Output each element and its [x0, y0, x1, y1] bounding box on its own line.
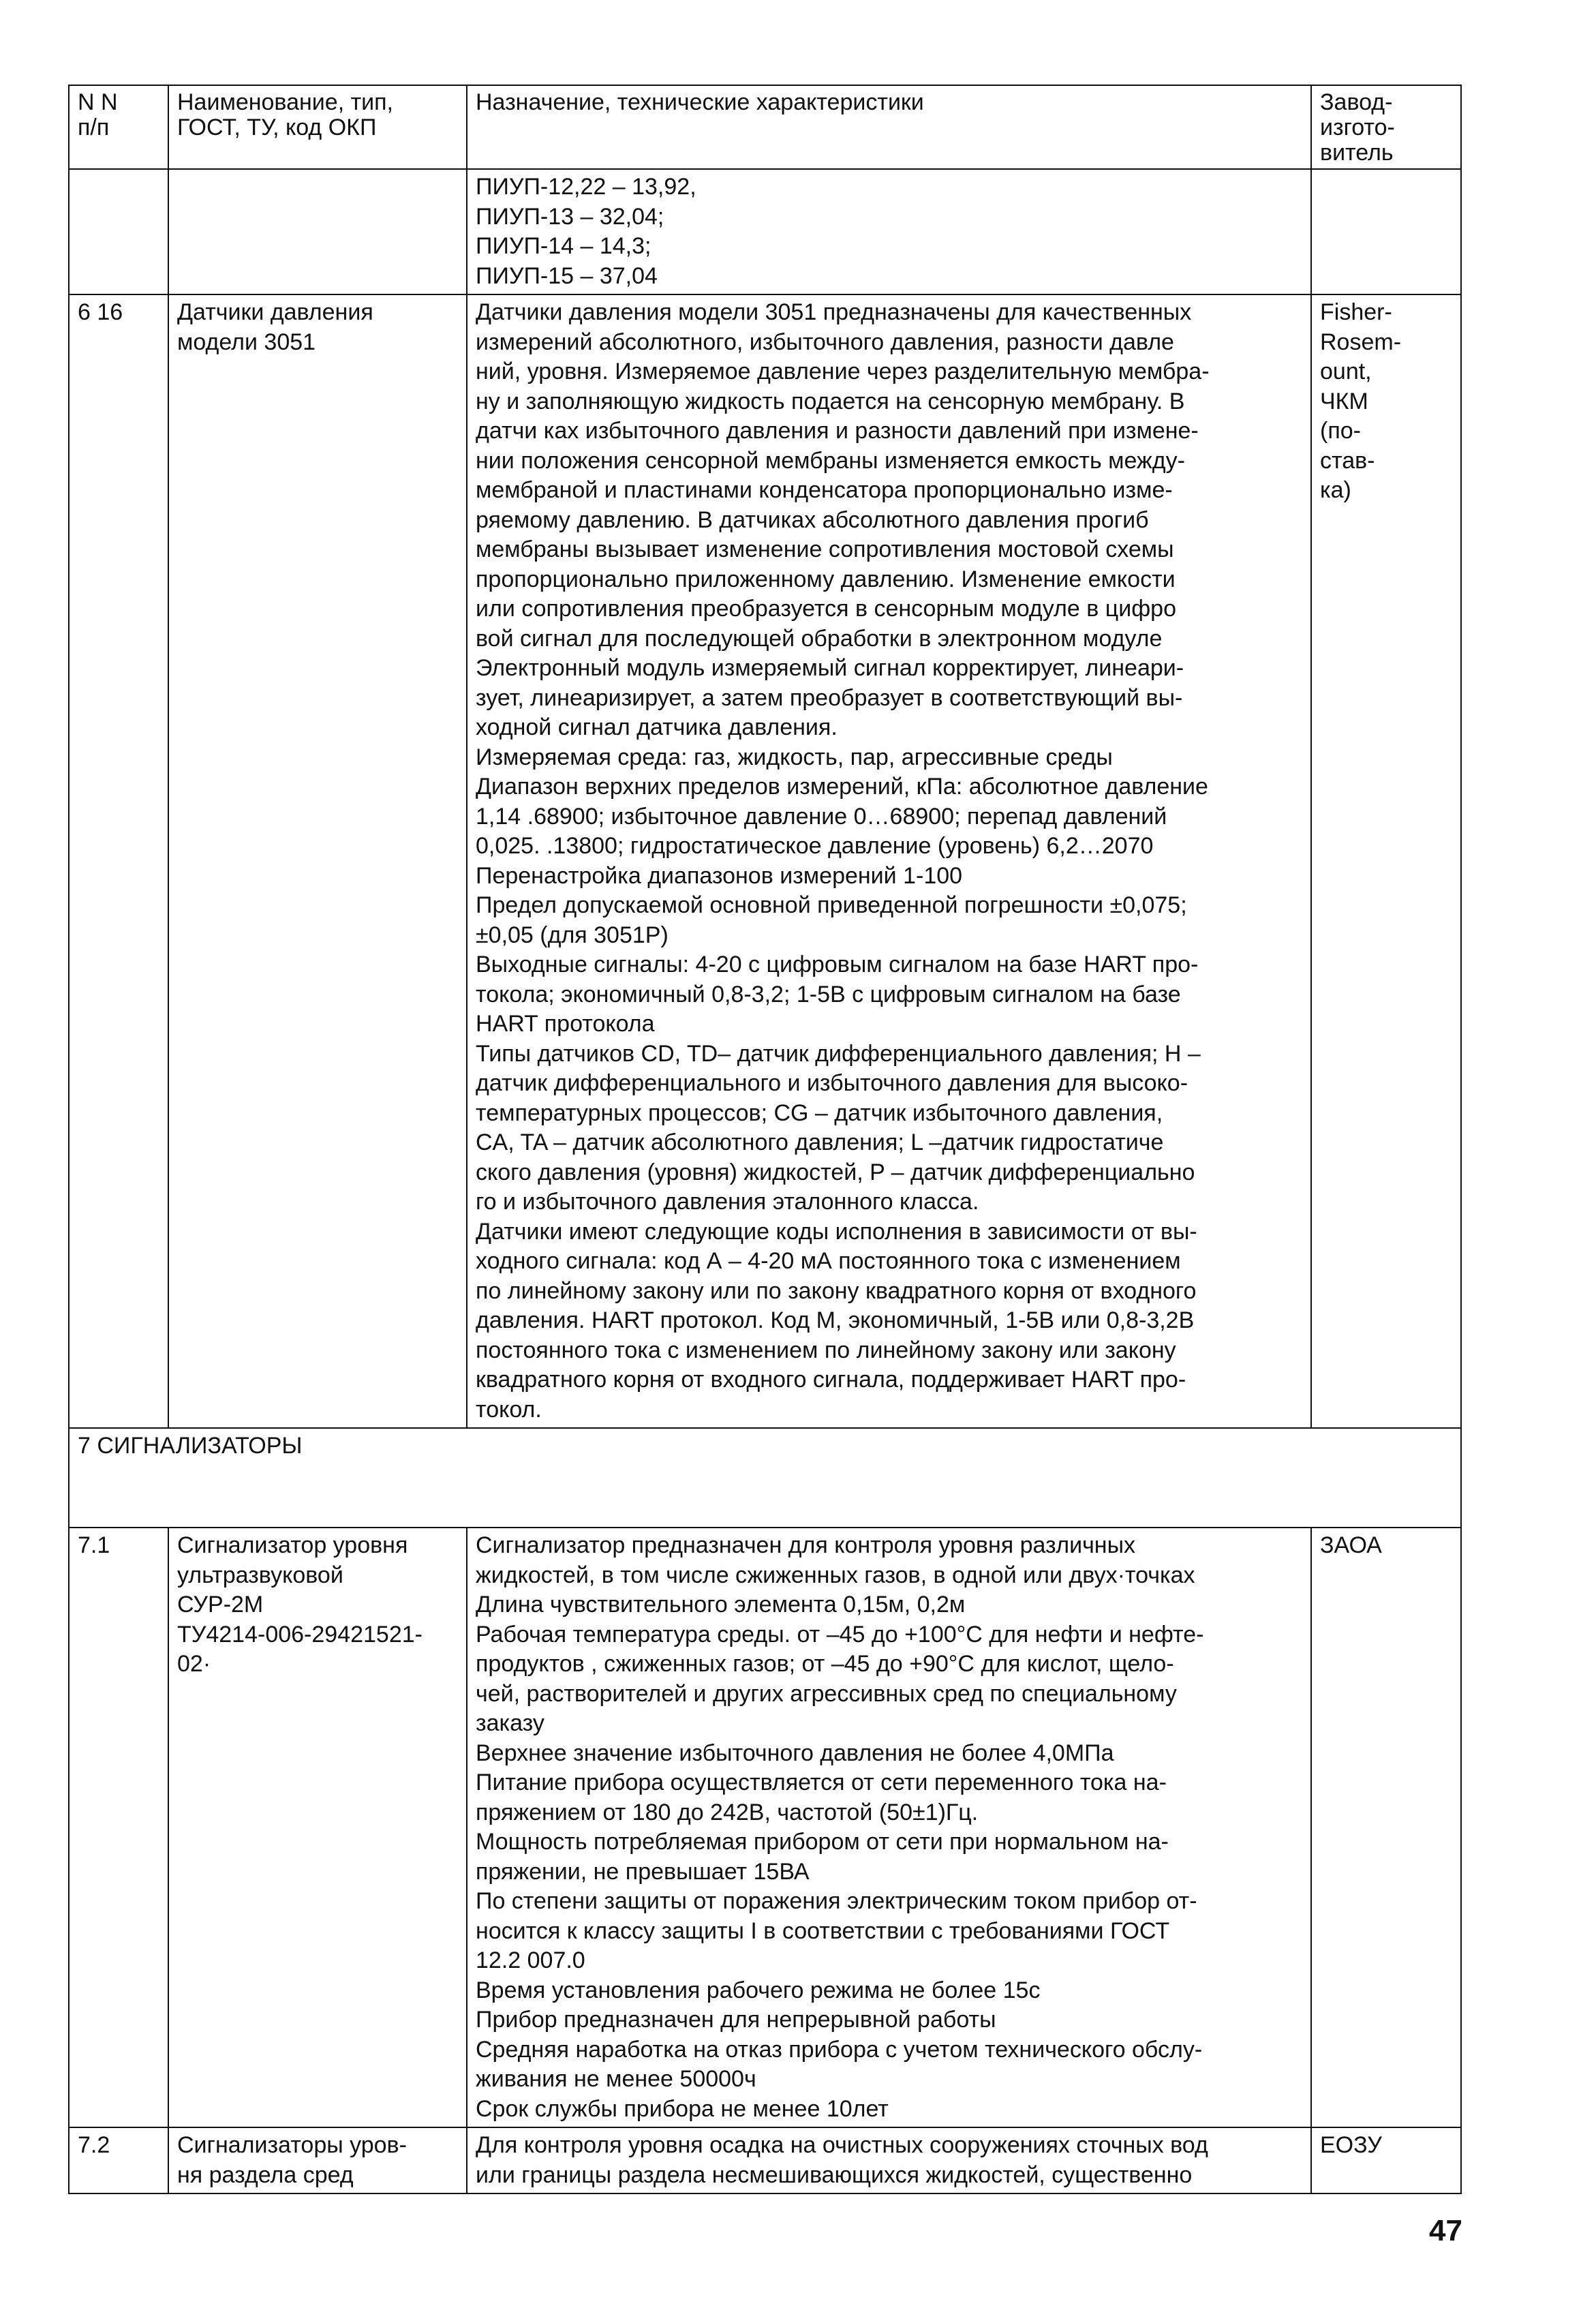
text-line: Сигнализатор уровня	[177, 1532, 408, 1558]
text-line: (по-	[1320, 418, 1361, 444]
text-line: 0,025. .13800; гидростатическое давление (уровень) 6,2…2070	[476, 833, 1154, 859]
text-line: ходного сигнала: код А – 4-20 мА постоянного тока с изменением	[476, 1248, 1181, 1274]
cell-manufacturer	[1311, 2127, 1461, 2193]
text-line: ний, уровня. Измеряемое давление через разделительную мембра-	[476, 359, 1210, 384]
text-line: Прибор предназначен для непрерывной работы	[476, 2007, 996, 2033]
text-line: став-	[1320, 447, 1375, 474]
text-line: Назначение, технические характеристики	[476, 89, 924, 115]
text-line: ского давления (уровня) жидкостей, P – датчик дифференциально	[476, 1159, 1195, 1185]
table-row-continuation	[69, 169, 1461, 294]
text-line: пряжением от 180 до 242В, частотой (50±1)Гц.	[476, 1799, 979, 1825]
text-line: датчик дифференциального и избыточного давления для высоко-	[476, 1070, 1188, 1096]
text-line: По степени защиты от поражения электрическим током прибор от-	[476, 1888, 1197, 1914]
text-line: ПИУП-15 – 37,04	[476, 262, 658, 289]
page-number: 47	[1429, 2214, 1462, 2247]
text-line: жидкостей, в том числе сжиженных газов, в одной или двух·точках	[476, 1562, 1195, 1588]
text-line: нии положения сенсорной мембраны изменяется емкость между-	[476, 447, 1185, 474]
text-line: по линейному закону или по закону квадратного корня от входного	[476, 1277, 1197, 1304]
text-line: чей, растворителей и других агрессивных сред по специальному	[476, 1680, 1177, 1707]
text-line: измерений абсолютного, избыточного давления, разности давле	[476, 329, 1174, 355]
text-line: Типы датчиков CD, TD– датчик дифференциального давления; H –	[476, 1040, 1201, 1067]
text-line: Для контроля уровня осадка на очистных сооружениях сточных вод	[476, 2132, 1208, 2158]
text-line: СУР-2М	[177, 1592, 264, 1618]
text-line: Срок службы прибора не менее 10лет	[476, 2095, 889, 2122]
text-line: ПИУП-13 – 32,04;	[476, 203, 664, 230]
header-manufacturer	[1311, 85, 1461, 169]
table-header-row	[69, 85, 1461, 169]
text-line: Датчики имеют следующие коды исполнения в зависимости от вы-	[476, 1218, 1197, 1245]
table-row-7-2	[69, 2127, 1461, 2193]
text-line: вой сигнал для последующей обработки в электронном модуле	[476, 625, 1163, 652]
text-line: Сигнализатор предназначен для контроля уровня различных	[476, 1532, 1136, 1558]
text-line: токола; экономичный 0,8-3,2; 1-5В с цифровым сигналом на базе	[476, 981, 1181, 1007]
text-line: Средняя наработка на отказ прибора с учетом технического обслу-	[476, 2036, 1203, 2063]
text-line: го и избыточного давления эталонного класса.	[476, 1189, 979, 1215]
text-line: Выходные сигналы: 4-20 с цифровым сигналом на базе HART про-	[476, 952, 1199, 977]
text-line: Fisher-	[1320, 299, 1392, 325]
cell-name	[168, 2127, 467, 2193]
text-line: модели 3051	[177, 329, 316, 355]
text-line: витель	[1320, 140, 1394, 166]
text-line: Предел допускаемой основной приведенной погрешности ±0,075;	[476, 892, 1187, 918]
text-line: Датчики давления	[177, 299, 373, 325]
text-line: N N	[78, 89, 118, 115]
cell-description	[467, 2127, 1311, 2193]
specification-table	[68, 85, 1462, 2194]
cell-description	[467, 294, 1311, 1428]
cell-description	[467, 169, 1311, 294]
text-line: Перенастройка диапазонов измерений 1-100	[476, 862, 963, 889]
table-row-6-16	[69, 294, 1461, 1428]
text-line: давления. HART протокол. Код М, экономичный, 1-5В или 0,8-3,2В	[476, 1307, 1195, 1333]
text-line: Диапазон верхних пределов измерений, кПа: абсолютное давление	[476, 774, 1208, 800]
text-line: п/п	[78, 115, 110, 140]
text-line: пропорционально приложенному давлению. Изменение емкости	[476, 566, 1176, 592]
text-line: продуктов , сжиженных газов; от –45 до +90°С для кислот, щело-	[476, 1651, 1174, 1677]
table-row-7-1	[69, 1528, 1461, 2127]
text-line: живания не менее 50000ч	[476, 2066, 756, 2092]
text-line: температурных процессов; CG – датчик избыточного давления,	[476, 1099, 1163, 1126]
text-line: Питание прибора осуществляется от сети переменного тока на-	[476, 1770, 1167, 1795]
cell-manufacturer	[1311, 169, 1461, 294]
text-line: ПИУП-14 – 14,3;	[476, 233, 651, 259]
text-line: или сопротивления преобразуется в сенсорным модуле в цифро	[476, 596, 1176, 622]
text-line: Наименование, тип,	[177, 89, 394, 115]
text-line: зует, линеаризирует, а затем преобразует в соответствующий вы-	[476, 684, 1183, 711]
text-line: Датчики давления модели 3051 предназначены для качественных	[476, 299, 1192, 325]
cell-manufacturer	[1311, 294, 1461, 1428]
text-line: Длина чувствительного элемента 0,15м, 0,2м	[476, 1592, 966, 1618]
text-line: HART протокола	[476, 1011, 655, 1037]
text-line: 1,14 .68900; избыточное давление 0…68900; перепад давлений	[476, 803, 1167, 830]
cell-name	[168, 1528, 467, 2127]
text-line: Сигнализаторы уров-	[177, 2132, 407, 2158]
text-line: ±0,05 (для 3051Р)	[476, 922, 669, 948]
text-line: ЕОЗУ	[1320, 2132, 1382, 2158]
text-line: квадратного корня от входного сигнала, поддерживает HART про-	[476, 1367, 1186, 1393]
text-line: датчи ках избыточного давления и разности давлений при измене-	[476, 418, 1199, 444]
cell-num: 6 16	[69, 294, 168, 1428]
text-line: ка)	[1320, 477, 1351, 503]
text-line: ount,	[1320, 359, 1372, 384]
section-title: 7 СИГНАЛИЗАТОРЫ	[69, 1428, 1461, 1528]
text-line: ЗАОА	[1320, 1532, 1382, 1558]
text-line: ТУ4214-006-29421521-	[177, 1621, 423, 1648]
text-line: ну и заполняющую жидкость подается на сенсорную мембрану. В	[476, 388, 1185, 414]
text-line: или границы раздела несмешивающихся жидкостей, существенно	[476, 2161, 1193, 2188]
header-description	[467, 85, 1311, 169]
text-line: Электронный модуль измеряемый сигнал корректирует, линеари-	[476, 655, 1184, 681]
text-line: пряжении, не превышает 15ВА	[476, 1858, 810, 1885]
text-line: Рабочая температура среды. от –45 до +100°С для нефти и нефте-	[476, 1621, 1204, 1648]
text-line: мембраной и пластинами конденсатора пропорционально изме-	[476, 477, 1173, 503]
text-line: 02·	[177, 1651, 211, 1677]
cell-name	[168, 294, 467, 1428]
cell-manufacturer	[1311, 1528, 1461, 2127]
text-line: ГОСТ, ТУ, код ОКП	[177, 115, 377, 140]
text-line: носится к классу защиты I в соответствии с требованиями ГОСТ	[476, 1917, 1170, 1944]
text-line: ультразвуковой	[177, 1562, 343, 1588]
header-name	[168, 85, 467, 169]
text-line: Верхнее значение избыточного давления не более 4,0МПа	[476, 1740, 1114, 1766]
cell-num: 7.2	[69, 2127, 168, 2193]
text-line: Измеряемая среда: газ, жидкость, пар, агрессивные среды	[476, 744, 1113, 770]
text-line: изгото-	[1320, 115, 1395, 140]
text-line: Завод-	[1320, 89, 1393, 115]
text-line: токол.	[476, 1396, 542, 1423]
section-row	[69, 1428, 1461, 1528]
text-line: Время установления рабочего режима не более 15с	[476, 1977, 1041, 2003]
text-line: 12.2 007.0	[476, 1947, 585, 1973]
text-line: Мощность потребляемая прибором от сети при нормальном на-	[476, 1829, 1169, 1855]
text-line: ряемому давлению. В датчиках абсолютного давления прогиб	[476, 506, 1149, 533]
text-line: заказу	[476, 1710, 544, 1736]
text-line: Rosem-	[1320, 329, 1402, 355]
cell-num	[69, 169, 168, 294]
header-num	[69, 85, 168, 169]
text-line: постоянного тока с изменением по линейному закону или закону	[476, 1337, 1176, 1363]
cell-description	[467, 1528, 1311, 2127]
text-line: мембраны вызывает изменение сопротивления мостовой схемы	[476, 536, 1174, 562]
text-line: ходной сигнал датчика давления.	[476, 714, 838, 740]
text-line: ПИУП-12,22 – 13,92,	[476, 174, 696, 200]
cell-num: 7.1	[69, 1528, 168, 2127]
text-line: ЧКМ	[1320, 388, 1368, 414]
text-line: ня раздела сред	[177, 2161, 354, 2188]
cell-name	[168, 169, 467, 294]
text-line: CA, TA – датчик абсолютного давления; L –датчик гидростатиче	[476, 1129, 1164, 1155]
